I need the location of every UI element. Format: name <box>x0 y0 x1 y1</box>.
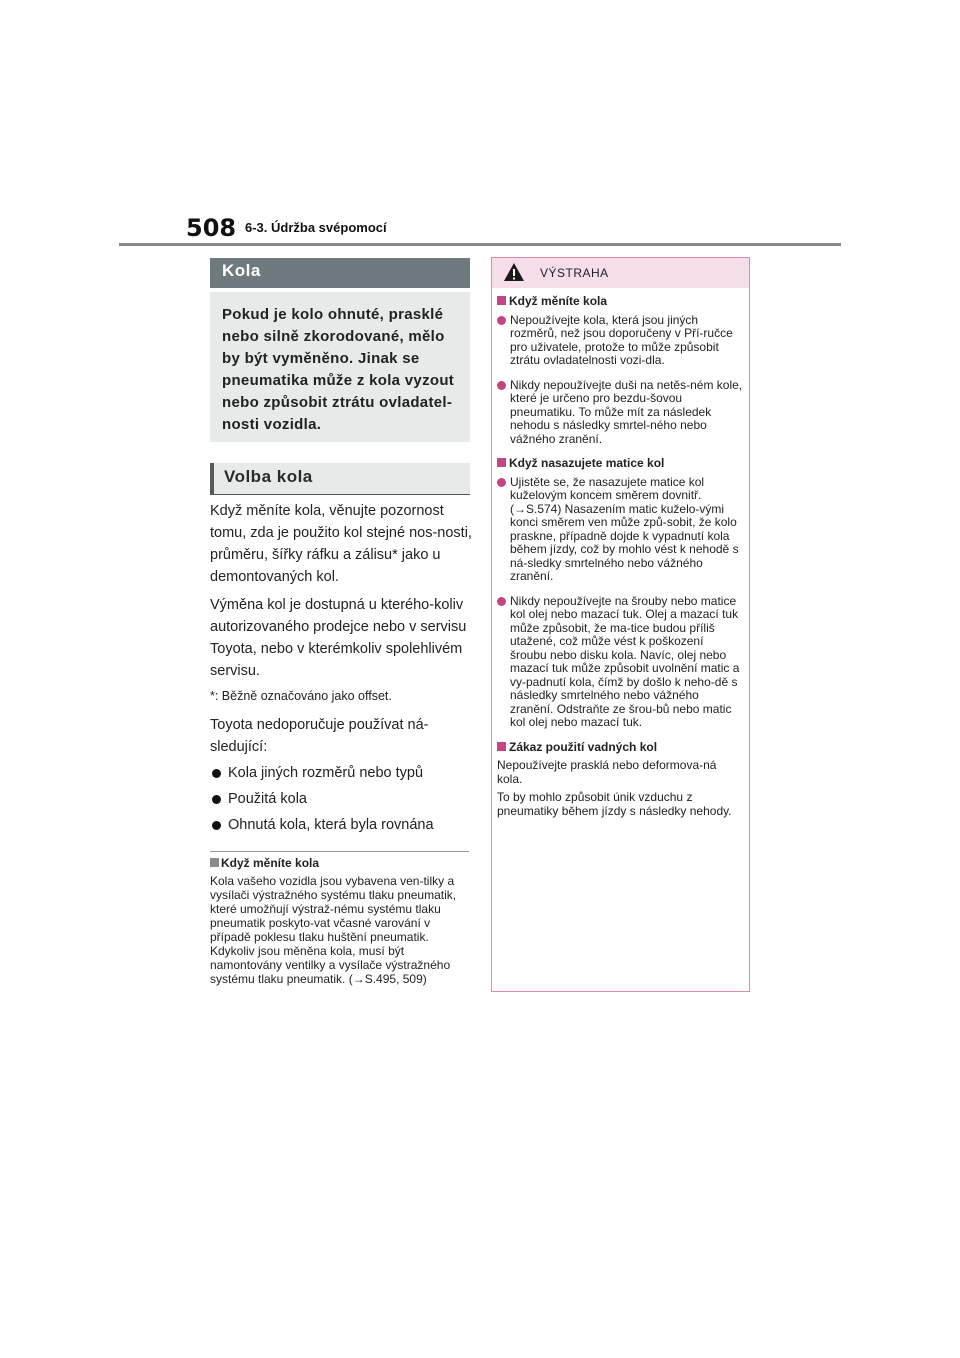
warning-paragraph: Nepoužívejte prasklá nebo deformova-ná kola. <box>497 758 717 786</box>
note-text: Kola vašeho vozidla jsou vybavena ven-tilky a vysílači výstražného systému tlaku pneumatik, které umožňují výstraž-nému systému tlaku pneumatik poskyto-vat včasné varování v případě poklesu tlaku huštění pneumatik. Kdykoliv jsou měněna kola, musí být namontovány ventilky a vysílače výstražného systému tlaku pneumatik. (→S.495, 509) <box>210 874 457 986</box>
warning-triangle-icon <box>503 262 525 282</box>
square-bullet-icon <box>497 296 506 305</box>
square-bullet-icon <box>210 858 219 867</box>
warning-item: Ujistěte se, že nasazujete matice kol kuželovým koncem směrem dovnitř. (→S.574) Nasazením matic kuželo-vými konci směrem ven může způ-sobit, že kolo praskne, případně dojde k vypadnutí kola během jízdy, což by mohlo vést k nehodě s ná-sledky smrtelného nebo vážného zranění. <box>497 476 743 584</box>
paragraph-wheel-service: Výměna kol je dostupná u kterého-koliv autorizovaného prodejce nebo v servisu Toyota, nebo v kterémkoliv spolehlivém servisu. <box>210 597 467 679</box>
square-bullet-icon <box>497 742 506 751</box>
bullet-dot-icon <box>497 478 506 487</box>
footnote-offset: *: Běžně označováno jako offset. <box>210 689 392 703</box>
list-item: Kola jiných rozměrů nebo typů <box>210 764 472 782</box>
bullet-dot-icon <box>497 381 506 390</box>
warning-header <box>492 258 749 288</box>
note-block <box>210 856 470 986</box>
note-divider <box>210 851 469 852</box>
warning-paragraph: To by mohlo způsobit únik vzduchu z pneumatiky během jízdy s následky nehody. <box>497 790 732 818</box>
warning-subheading: Když měníte kola <box>497 295 743 309</box>
list-item: Použitá kola <box>210 790 472 808</box>
bullet-dot-icon <box>212 821 221 830</box>
bullet-dot-icon <box>497 316 506 325</box>
list-item: Ohnutá kola, která byla rovnána <box>210 816 472 834</box>
left-body <box>210 500 472 842</box>
section-title: 6-3. Údržba svépomocí <box>245 220 387 235</box>
page-number: 508 <box>186 214 237 242</box>
warning-item: Nikdy nepoužívejte na šrouby nebo matice kol olej nebo mazací tuk. Olej a mazací tuk může způsobit, že ma-tice budou příliš utažené, což může vést k poškození šroubu nebo disku kola. Navíc, olej nebo mazací tuk může způsobit uvolnění matic a vy-padnutí kola, čímž by došlo k neho-dě s následky smrtelného nebo vážného zranění. Odstraňte ze šrou-bů nebo matic kol olej nebo mazací tuk. <box>497 595 743 730</box>
warning-subheading: Když nasazujete matice kol <box>497 457 743 471</box>
note-title: Když měníte kola <box>210 856 470 870</box>
warning-subheading: Zákaz použití vadných kol <box>497 741 743 755</box>
bullet-dot-icon <box>497 597 506 606</box>
bullet-dot-icon <box>212 795 221 804</box>
kola-banner: Kola <box>210 258 470 288</box>
square-bullet-icon <box>497 458 506 467</box>
paragraph-wheel-change: Když měníte kola, věnujte pozornost tomu, zda je použito kol stejné nos-nosti, průměru, šířky ráfku a zálisu* jako u demontovaných kol. <box>210 503 472 585</box>
warning-content <box>492 288 749 818</box>
warning-box <box>491 257 750 992</box>
bullet-dot-icon <box>212 769 221 778</box>
warning-title: VÝSTRAHA <box>540 266 609 280</box>
paragraph-not-recommended: Toyota nedoporučuje používat ná-sledující: <box>210 717 429 755</box>
volba-kola-heading: Volba kola <box>210 463 470 495</box>
not-recommended-list <box>210 764 472 834</box>
kola-intro-box: Pokud je kolo ohnuté, prasklé nebo silně zkorodované, mělo by být vyměněno. Jinak se pneumatika může z kola vyzout nebo způsobit ztrátu ovladatel-nosti vozidla. <box>210 292 470 442</box>
warning-item: Nepoužívejte kola, která jsou jiných rozměrů, než jsou doporučeny v Pří-ručce pro uživatele, protože to může způsobit ztrátu ovladatelnosti vozi-dla. <box>497 314 743 368</box>
header-divider <box>119 243 841 246</box>
warning-item: Nikdy nepoužívejte duši na netěs-ném kole, které je určeno pro bezdu-šovou pneumatiku. To může mít za následek nehodu s následky smrtel-ného nebo vážného zranění. <box>497 379 743 447</box>
